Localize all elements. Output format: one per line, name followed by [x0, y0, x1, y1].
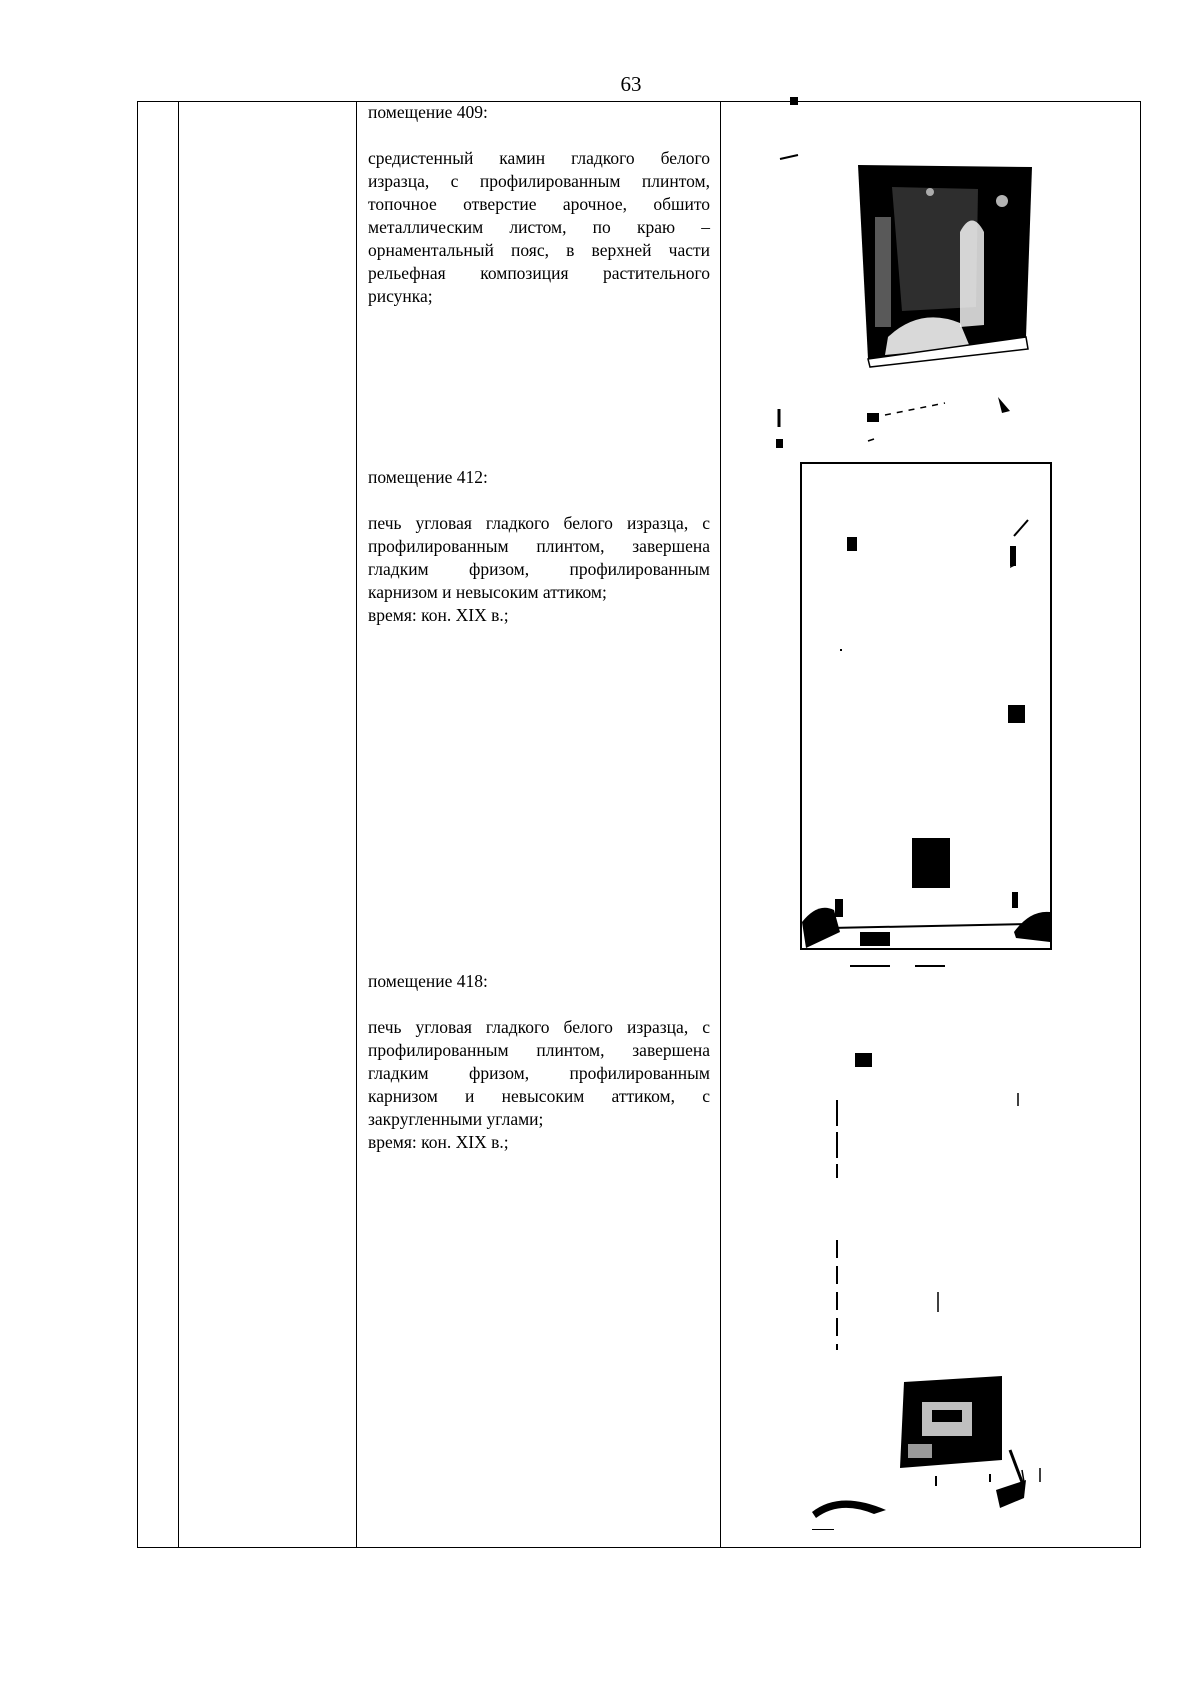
room-412-description: печь угловая гладкого белого изразца, с профилированным плинтом, завершена гладким фризом, профилированным карнизом и невысоким аттиком;	[368, 513, 710, 602]
room-412-entry	[368, 466, 710, 627]
room-409-entry	[368, 101, 710, 308]
room-418-photo	[800, 1030, 1060, 1530]
room-409-description: средистенный камин гладкого белого изразца, с профилированным плинтом, топочное отверстие арочное, обшито металлическим листом, по краю – орнаментальный пояс, в верхней части рельефная композиция растительного рисунка;	[368, 148, 710, 306]
page-number: 63	[620, 72, 642, 96]
column-divider-3	[720, 101, 721, 1548]
room-418-description: печь угловая гладкого белого изразца, с профилированным плинтом, завершена гладким фризом, профилированным карнизом и невысоким аттиком, с закругленными углами;	[368, 1017, 710, 1129]
room-418-title: помещение 418:	[368, 971, 488, 991]
room-418-date: время: кон. XIX в.;	[368, 1132, 509, 1152]
room-412-photo	[800, 462, 1056, 972]
room-412-title: помещение 412:	[368, 467, 488, 487]
column-divider-2	[356, 101, 357, 1548]
room-409-title: помещение 409:	[368, 102, 488, 122]
room-409-photo	[770, 97, 1070, 457]
room-412-date: время: кон. XIX в.;	[368, 605, 509, 625]
room-418-entry	[368, 970, 710, 1154]
column-divider-1	[178, 101, 179, 1548]
